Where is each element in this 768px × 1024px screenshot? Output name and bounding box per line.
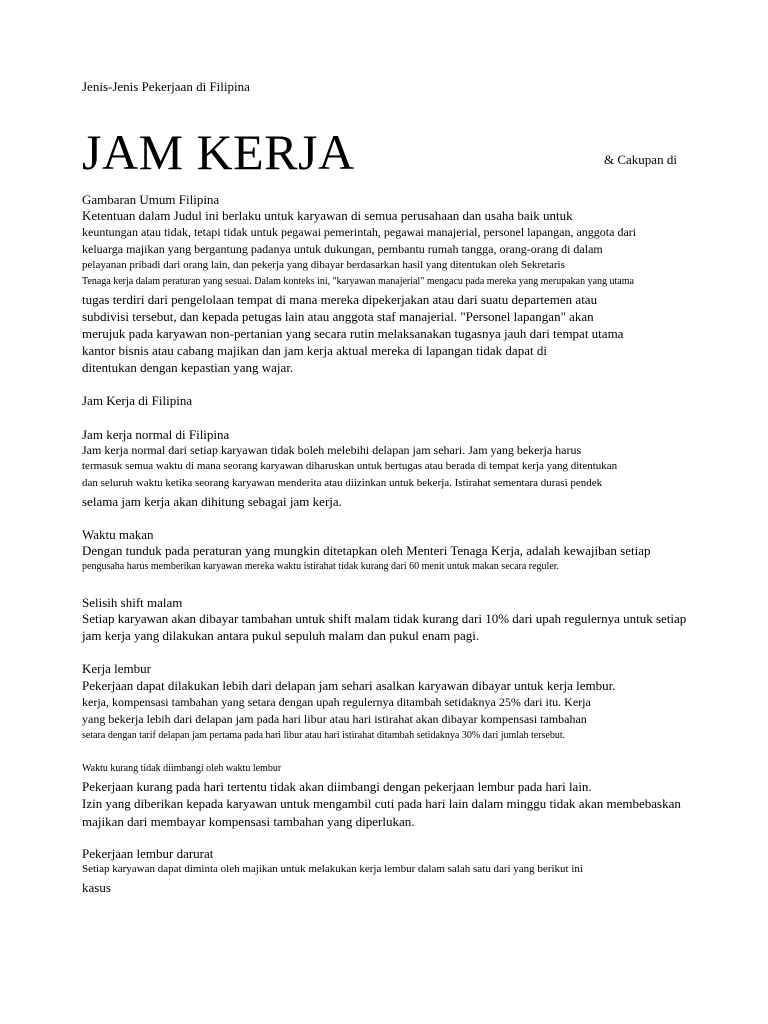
meal-time-line: pengusaha harus memberikan karyawan mereka waktu istirahat tidak kurang dari 60 menit untuk makan secara reguler. — [82, 561, 560, 572]
overview-line: tugas terdiri dari pengelolaan tempat di mana mereka dipekerjakan atau dari suatu departemen atau — [82, 292, 598, 307]
overtime-heading: Kerja lembur — [82, 661, 151, 676]
night-shift-heading: Selisih shift malam — [82, 595, 183, 610]
overview-line: merujuk pada karyawan non-pertanian yang secara rutin melaksanakan tugasnya jauh dari tempat utama — [82, 326, 624, 341]
normal-hours-line: dan seluruh waktu ketika seorang karyawan menderita atau diizinkan untuk bekerja. Istirahat sementara durasi pendek — [82, 477, 603, 489]
overview-line: Tenaga kerja dalam peraturan yang sesuai. Dalam konteks ini, "karyawan manajerial" mengacu pada mereka yang merupakan yang utama — [82, 276, 634, 287]
normal-hours-line: selama jam kerja akan dihitung sebagai jam kerja. — [82, 494, 342, 509]
overview-line: keluarga majikan yang bergantung padanya untuk dukungan, pembantu rumah tangga, orang-orang di dalam — [82, 242, 603, 256]
emergency-line: kasus — [82, 880, 111, 895]
normal-hours-heading: Jam kerja normal di Filipina — [82, 427, 230, 442]
undertime-line: Izin yang diberikan kepada karyawan untuk mengambil cuti pada hari lain dalam minggu tidak akan membebaskan — [82, 796, 681, 811]
overtime-line: Pekerjaan dapat dilakukan lebih dari delapan jam sehari asalkan karyawan dibayar untuk kerja lembur. — [82, 678, 616, 693]
undertime-heading: Waktu kurang tidak diimbangi oleh waktu lembur — [82, 763, 282, 774]
overtime-line: setara dengan tarif delapan jam pertama pada hari libur atau hari istirahat ditambah setidaknya 30% dari jumlah tersebut. — [82, 730, 566, 741]
night-shift-line: Setiap karyawan akan dibayar tambahan untuk shift malam tidak kurang dari 10% dari upah regulernya untuk setiap — [82, 611, 687, 626]
meal-time-heading: Waktu makan — [82, 527, 154, 542]
overtime-line: kerja, kompensasi tambahan yang setara dengan upah regulernya ditambah setidaknya 25% dari itu. Kerja — [82, 695, 591, 709]
title-side-note: & Cakupan di — [604, 152, 677, 167]
overview-line: ditentukan dengan kepastian yang wajar. — [82, 360, 294, 375]
page-title: JAM KERJA — [82, 124, 355, 180]
overview-line: subdivisi tersebut, dan kepada petugas lain atau anggota staf manajerial. "Personel lapangan" akan — [82, 309, 594, 324]
document-subtitle: Jenis-Jenis Pekerjaan di Filipina — [82, 79, 250, 94]
normal-hours-line: termasuk semua waktu di mana seorang karyawan diharuskan untuk bertugas atau berada di tempat kerja yang ditentukan — [82, 460, 618, 472]
emergency-heading: Pekerjaan lembur darurat — [82, 846, 214, 861]
emergency-line: Setiap karyawan dapat diminta oleh majikan untuk melakukan kerja lembur dalam salah satu dari yang berikut ini — [82, 863, 583, 875]
undertime-line: Pekerjaan kurang pada hari tertentu tidak akan diimbangi dengan pekerjaan lembur pada hari lain. — [82, 779, 592, 794]
overview-heading: Gambaran Umum Filipina — [82, 192, 220, 207]
undertime-line: majikan dari membayar kompensasi tambahan yang diperlukan. — [82, 814, 415, 829]
overview-line: Ketentuan dalam Judul ini berlaku untuk karyawan di semua perusahaan dan usaha baik untuk — [82, 208, 573, 223]
normal-hours-line: Jam kerja normal dari setiap karyawan tidak boleh melebihi delapan jam sehari. Jam yang bekerja harus — [82, 443, 582, 457]
overview-line: kantor bisnis atau cabang majikan dan jam kerja aktual mereka di lapangan tidak dapat di — [82, 343, 547, 358]
night-shift-line: jam kerja yang dilakukan antara pukul sepuluh malam dan pukul enam pagi. — [82, 628, 480, 643]
meal-time-line: Dengan tunduk pada peraturan yang mungkin ditetapkan oleh Menteri Tenaga Kerja, adalah kewajiban setiap — [82, 543, 651, 558]
section-heading: Jam Kerja di Filipina — [82, 393, 193, 408]
overview-line: keuntungan atau tidak, tetapi tidak untuk pegawai pemerintah, pegawai manajerial, personel lapangan, anggota dari — [82, 225, 637, 239]
overtime-line: yang bekerja lebih dari delapan jam pada hari libur atau hari istirahat akan dibayar kompensasi tambahan — [82, 712, 587, 726]
overview-line: pelayanan pribadi dari orang lain, dan pekerja yang dibayar berdasarkan hasil yang ditentukan oleh Sekretaris — [82, 259, 565, 271]
